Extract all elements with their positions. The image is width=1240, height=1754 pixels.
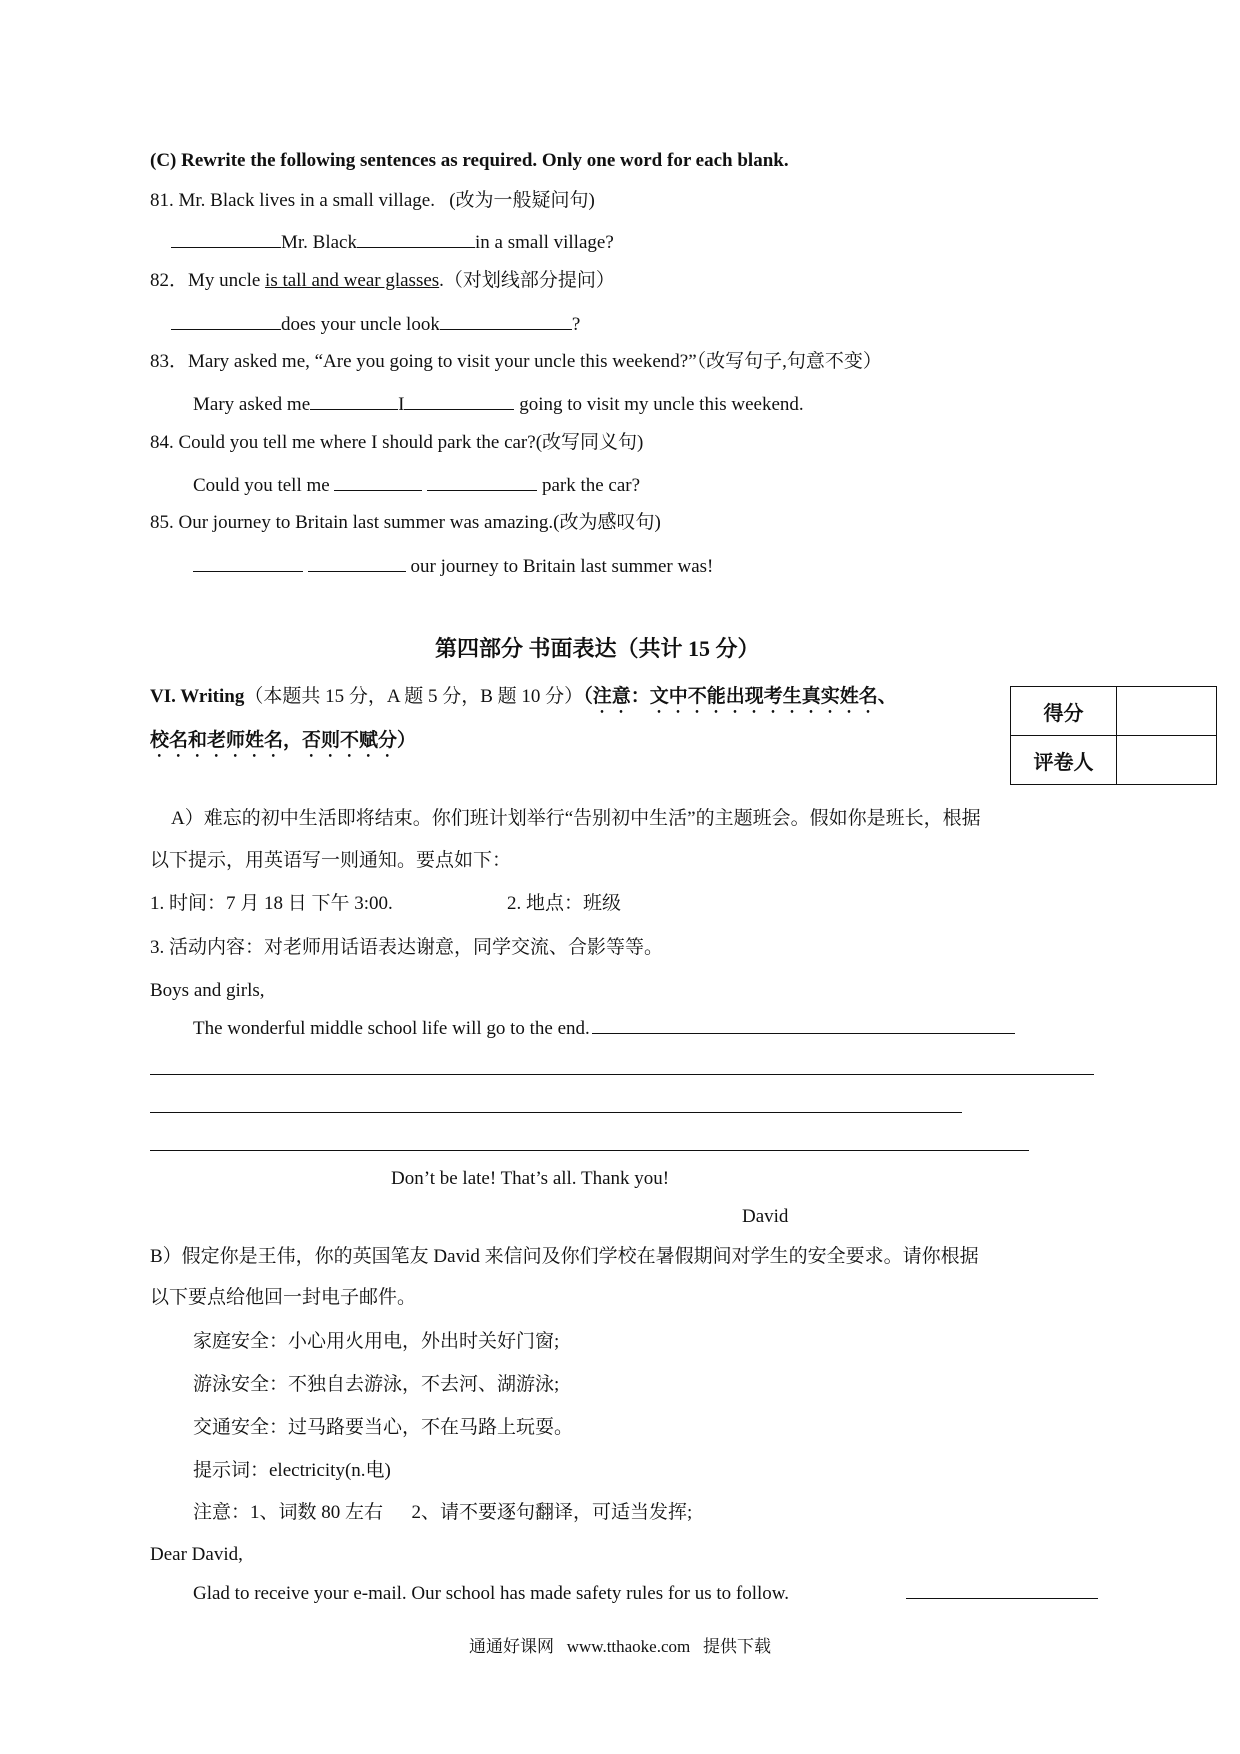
- score-label: 得分: [1011, 687, 1117, 736]
- question-82-note: .（对划线部分提问）: [439, 270, 615, 291]
- part-a-point2: 2. 地点：班级: [507, 893, 622, 914]
- answer-blank: [592, 1016, 1015, 1034]
- section-c-heading: (C) Rewrite the following sentences as required. Only one word for each blank.: [150, 150, 789, 171]
- answer-85-part1: our journey to Britain last summer was!: [405, 556, 714, 577]
- part-b-note: 注意：1、词数 80 左右 2、请不要逐句翻译，可适当发挥;: [193, 1502, 693, 1523]
- answer-blank: [310, 392, 398, 410]
- part-b-opening: Glad to receive your e-mail. Our school has made safety rules for us to follow.: [193, 1583, 790, 1604]
- part-b-hint: 提示词：electricity(n.电): [193, 1460, 391, 1481]
- question-84: 84. Could you tell me where I should park the car?(改写同义句): [150, 432, 644, 453]
- answer-blank: [427, 473, 537, 491]
- question-81-prompt: 81. Mr. Black lives in a small village.: [150, 190, 435, 211]
- question-83: 83．Mary asked me, “Are you going to visit your uncle this weekend?”（改写句子,句意不变）: [150, 351, 882, 372]
- score-table: [1010, 686, 1217, 785]
- answer-84: [193, 473, 640, 498]
- part-b-greeting: Dear David,: [150, 1544, 243, 1565]
- question-85: 85. Our journey to Britain last summer was amazing.(改为感叹句): [150, 512, 661, 533]
- answer-83-part2: I: [398, 394, 405, 415]
- grader-label: 评卷人: [1011, 736, 1117, 785]
- answer-84-part1: Could you tell me: [193, 475, 335, 496]
- question-82: [150, 269, 615, 293]
- part-b-home-safety: 家庭安全：小心用火用电，外出时关好门窗;: [193, 1331, 560, 1352]
- part-a-line2: 以下提示，用英语写一则通知。要点如下：: [150, 850, 512, 871]
- part-a-greeting: Boys and girls,: [150, 980, 265, 1001]
- answer-blank: [308, 554, 406, 572]
- part4-title: 第四部分 书面表达（共计 15 分）: [435, 636, 760, 661]
- answer-blank: [193, 554, 303, 572]
- page-footer: 通通好课网 www.tthaoke.com 提供下载: [468, 1637, 772, 1656]
- answer-82: [171, 312, 580, 337]
- writing-notice: （注意：文中不能出现考生真实姓名、: [583, 686, 897, 707]
- writing-line: [150, 1112, 962, 1113]
- answer-83-part3: going to visit my uncle this weekend.: [514, 394, 804, 415]
- part-b-traffic-safety: 交通安全：过马路要当心，不在马路上玩耍。: [193, 1417, 574, 1438]
- score-row: [1011, 687, 1217, 736]
- answer-blank: [171, 312, 281, 330]
- part-a-opening: The wonderful middle school life will go to the end.: [193, 1018, 590, 1039]
- part-a-point1: 1. 时间：7 月 18 日 下午 3:00.: [150, 893, 393, 914]
- writing-notice-line2: 校名和老师姓名，否则不赋分）: [150, 730, 417, 751]
- answer-blank: [357, 230, 475, 248]
- score-value-cell: [1117, 687, 1217, 736]
- writing-label: VI. Writing: [150, 686, 245, 707]
- answer-blank: [334, 473, 422, 491]
- answer-blank: [171, 230, 281, 248]
- part-a-signature: David: [742, 1206, 789, 1227]
- grader-row: [1011, 736, 1217, 785]
- grader-value-cell: [1117, 736, 1217, 785]
- question-82-underlined: is tall and wear glasses: [265, 270, 440, 291]
- writing-line: [150, 1150, 1029, 1151]
- answer-blank: [404, 392, 514, 410]
- part-a-point3: 3. 活动内容：对老师用话语表达谢意，同学交流、合影等等。: [150, 937, 664, 958]
- part-b-opening-line: [193, 1581, 1098, 1606]
- answer-83: [193, 392, 804, 417]
- answer-blank: [440, 312, 572, 330]
- answer-81-part2: in a small village?: [475, 232, 614, 253]
- answer-84-part2: park the car?: [537, 475, 641, 496]
- answer-83-part1: Mary asked me: [193, 394, 311, 415]
- writing-line: [150, 1074, 1094, 1075]
- question-81-note: (改为一般疑问句): [449, 190, 595, 211]
- part-a-line1: A）难忘的初中生活即将结束。你们班计划举行“告别初中生活”的主题班会。假如你是班长，根据: [171, 808, 981, 829]
- answer-blank: [906, 1581, 1098, 1599]
- part-b-line2: 以下要点给他回一封电子邮件。: [150, 1287, 417, 1308]
- answer-85: [193, 554, 713, 579]
- answer-82-part1: does your uncle look: [281, 314, 440, 335]
- part-a-closing: Don’t be late! That’s all. Thank you!: [391, 1168, 670, 1189]
- part-b-line1: B）假定你是王伟，你的英国笔友 David 来信问及你们学校在暑假期间对学生的安全要求。请你根据: [150, 1246, 979, 1267]
- answer-81-part1: Mr. Black: [281, 232, 357, 253]
- question-82-number: 82．My uncle: [150, 270, 266, 291]
- part-b-swim-safety: 游泳安全：不独自去游泳，不去河、湖游泳;: [193, 1374, 560, 1395]
- answer-82-part2: ?: [571, 314, 581, 335]
- writing-score-info: （本题共 15 分，A 题 5 分，B 题 10 分）: [244, 686, 584, 707]
- question-81: [150, 189, 595, 213]
- part-a-opening-line: [193, 1016, 1015, 1041]
- answer-81: [171, 230, 614, 255]
- writing-instructions-line1: [150, 685, 897, 718]
